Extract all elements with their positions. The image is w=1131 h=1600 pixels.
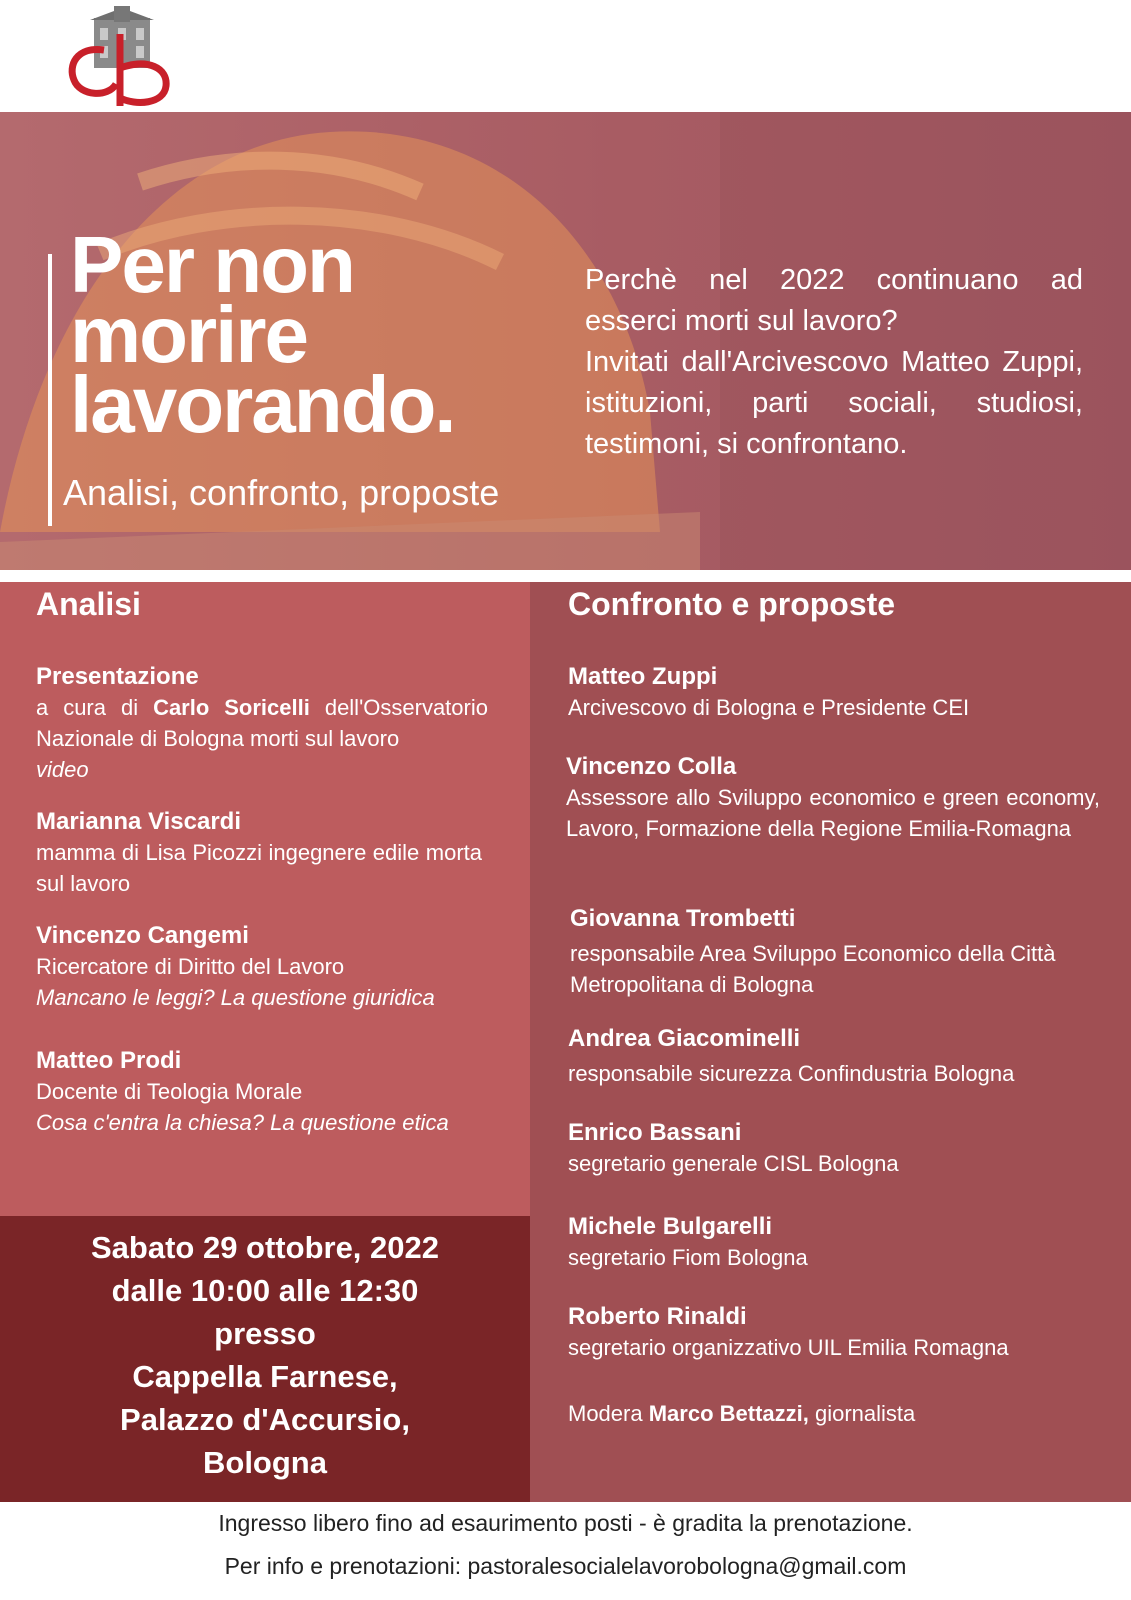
speaker-name: Presentazione — [36, 663, 199, 690]
hero-accent-bar — [48, 254, 52, 526]
hero-intro — [585, 260, 1083, 465]
moderator-suffix: giornalista — [815, 1401, 916, 1426]
event-line: Bologna — [203, 1445, 327, 1480]
speaker-name: Vincenzo Cangemi — [36, 922, 249, 949]
speaker-desc: Ricercatore di Diritto del Lavoro — [36, 954, 345, 979]
speaker-desc: Assessore allo Sviluppo economico e green economy, Lavoro, Formazione della Regione Emilia-Romagna — [566, 785, 1100, 841]
speaker-name: Enrico Bassani — [568, 1119, 742, 1146]
confronto-section — [530, 582, 1131, 1502]
title-line: Per non — [70, 220, 354, 309]
footer-contact: Per info e prenotazioni: pastoralesocialelavorobologna@gmail.com — [224, 1553, 907, 1579]
desc-suffix: dell'Osservatorio Nazionale di Bologna morti sul lavoro — [36, 695, 488, 751]
speaker-desc: responsabile Area Sviluppo Economico della Città Metropolitana di Bologna — [570, 941, 1056, 997]
speaker-name: Marianna Viscardi — [36, 808, 241, 835]
event-line: Sabato 29 ottobre, 2022 — [90, 1230, 439, 1265]
list-item — [568, 1212, 1098, 1273]
speaker-desc: segretario generale CISL Bologna — [568, 1151, 899, 1176]
speaker-desc: segretario organizzativo UIL Emilia Romagna — [568, 1335, 1009, 1360]
speaker-desc: Docente di Teologia Morale — [36, 1079, 303, 1104]
event-details — [0, 1216, 530, 1502]
event-line: Cappella Farnese, — [132, 1359, 398, 1394]
speaker-desc: responsabile sicurezza Confindustria Bologna — [568, 1061, 1015, 1086]
desc-prefix: a cura di — [36, 695, 139, 720]
hero-question: Perchè nel 2022 continuano ad esserci morti sul lavoro? — [585, 264, 1083, 337]
list-item — [36, 1046, 506, 1138]
list-item — [568, 1118, 1098, 1179]
speaker-name: Matteo Zuppi — [568, 663, 718, 690]
page-title — [70, 220, 590, 449]
speaker-name: Matteo Prodi — [36, 1047, 182, 1074]
speaker-note: video — [36, 757, 89, 782]
moderator-prefix: Modera — [568, 1401, 643, 1426]
list-item — [568, 662, 1098, 723]
footer-entry-note: Ingresso libero fino ad esaurimento posti - è gradita la prenotazione. — [218, 1510, 913, 1536]
event-line: Palazzo d'Accursio, — [120, 1402, 410, 1437]
list-item — [570, 904, 1102, 1000]
hero-invitation: Invitati dall'Arcivescovo Matteo Zuppi, istituzioni, parti sociali, studiosi, testimoni, si confrontano. — [585, 346, 1083, 460]
event-line: dalle 10:00 alle 12:30 — [111, 1273, 419, 1308]
list-item — [36, 662, 488, 785]
speaker-name: Roberto Rinaldi — [568, 1303, 747, 1330]
list-item — [568, 1302, 1098, 1363]
church-cb-logo-icon — [64, 6, 176, 110]
section-title-analisi: Analisi — [36, 586, 141, 622]
title-line: morire — [70, 290, 307, 379]
list-item — [566, 752, 1100, 844]
hero-banner — [0, 112, 1131, 570]
list-item — [36, 921, 496, 1013]
speaker-desc: mamma di Lisa Picozzi ingegnere edile morta sul lavoro — [36, 840, 482, 896]
event-line: presso — [214, 1316, 316, 1351]
analisi-section — [0, 582, 530, 1218]
speaker-desc: Arcivescovo di Bologna e Presidente CEI — [568, 695, 970, 720]
page-subtitle: Analisi, confronto, proposte — [63, 472, 500, 513]
section-title-confronto: Confronto e proposte — [568, 586, 896, 622]
desc-bold-name: Carlo Soricelli — [153, 695, 310, 720]
speaker-note: Cosa c'entra la chiesa? La questione etica — [36, 1110, 449, 1135]
title-line: lavorando. — [70, 360, 455, 449]
speaker-note: Mancano le leggi? La questione giuridica — [36, 985, 435, 1010]
speaker-name: Vincenzo Colla — [566, 753, 737, 780]
logo — [64, 6, 176, 110]
speaker-desc: segretario Fiom Bologna — [568, 1245, 808, 1270]
speaker-name: Giovanna Trombetti — [570, 905, 796, 932]
list-item — [568, 1024, 1098, 1089]
moderator-name: Marco Bettazzi, — [648, 1401, 809, 1426]
speaker-name: Andrea Giacominelli — [568, 1025, 801, 1052]
moderator — [568, 1398, 1098, 1429]
list-item — [36, 807, 482, 899]
speaker-name: Michele Bulgarelli — [568, 1213, 773, 1240]
speaker-desc — [36, 692, 488, 754]
